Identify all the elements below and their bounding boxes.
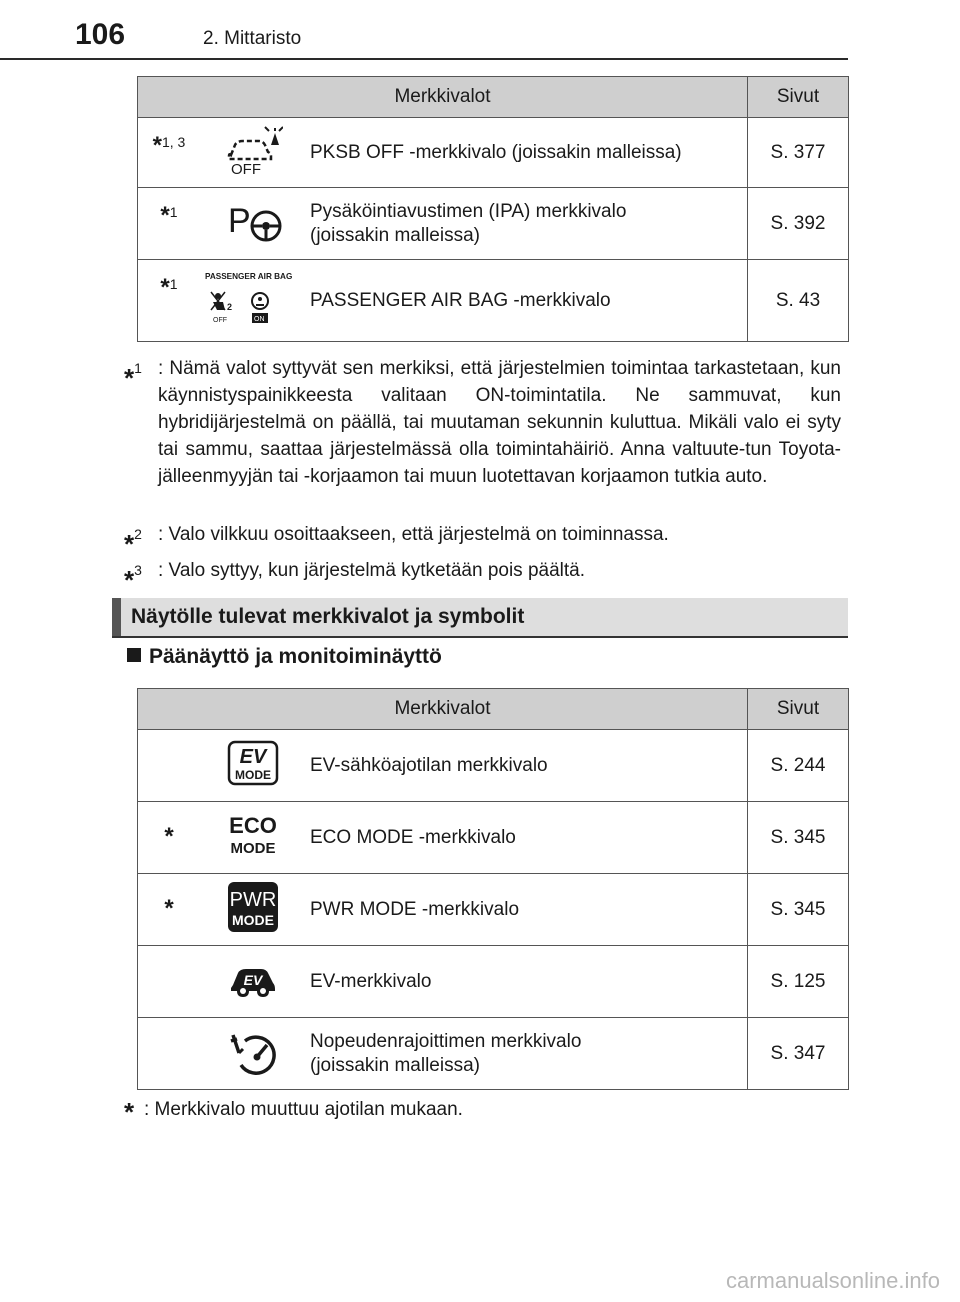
row-mark: *: [138, 802, 201, 874]
svg-text:P: P: [228, 201, 251, 240]
row-mark: *: [138, 874, 201, 946]
row-page-ref: S. 125: [748, 946, 849, 1018]
svg-text:2: 2: [227, 301, 233, 312]
footnote-text: : Nämä valot syttyvät sen merkiksi, että järjestelmien toimintaa tarkastetaan, kun käynnistyspainikkeesta valitaan ON-toimintatila. Ne sammuvat, kun hybridijärjestelmä on päällä, tai muutaman sekunnin kuluttua. Mikäli valo ei syty tai sammu, saattaa järjestelmässä olla toimintahäiriö. Anna valtuute-tun Toyota-jälleenmyyjän tai -korjaamon tai muun luotettavan korjaamon tutkia auto.: [158, 358, 841, 487]
footnote-text: : Valo syttyy, kun järjestelmä kytketään pois päältä.: [158, 560, 585, 581]
table-row: [138, 730, 849, 802]
row-mark: [138, 1018, 201, 1090]
table-row: [138, 802, 849, 874]
row-description: EV-sähköajotilan merkkivalo: [306, 730, 748, 802]
passenger-airbag-icon: [200, 260, 306, 342]
parking-assist-icon: [200, 188, 306, 260]
table-row: [138, 874, 849, 946]
table-footnote: [124, 1096, 841, 1127]
column-header-page: Sivut: [748, 689, 849, 730]
footnote-label: *$^3$: [124, 562, 142, 595]
svg-text:EV: EV: [243, 971, 263, 988]
column-header-indicators: Merkkivalot: [138, 77, 748, 118]
footnote-label: *$^2$: [124, 526, 142, 559]
section-title: 2. Mittaristo: [203, 28, 302, 49]
row-page-ref: S. 244: [748, 730, 849, 802]
watermark: carmanualsonline.info: [725, 1268, 940, 1293]
table-row: [138, 188, 849, 260]
indicator-table-1: [137, 76, 849, 342]
section-heading-bar: [112, 598, 848, 638]
row-description: PWR MODE -merkkivalo: [306, 874, 748, 946]
table-header-row: [138, 689, 849, 730]
section-bar-accent: [112, 598, 121, 636]
row-page-ref: S. 347: [748, 1018, 849, 1090]
row-description: Pysäköintiavustimen (IPA) merkkivalo (joissakin malleissa): [306, 188, 748, 260]
row-description: ECO MODE -merkkivalo: [306, 802, 748, 874]
column-header-indicators: Merkkivalot: [138, 689, 748, 730]
svg-text:ON: ON: [254, 315, 265, 323]
page-number: 106: [75, 18, 126, 51]
row-page-ref: S. 392: [748, 188, 849, 260]
row-page-ref: S. 345: [748, 802, 849, 874]
row-description: PASSENGER AIR BAG -merkkivalo: [306, 260, 748, 342]
row-page-ref: S. 43: [748, 260, 849, 342]
row-mark: *$^1$: [138, 260, 201, 342]
footnote-label: *$^1$: [124, 360, 142, 393]
ev-mode-icon: [200, 730, 306, 802]
header-rule: [0, 58, 848, 60]
svg-text:ECO: ECO: [229, 812, 277, 838]
subheading: Päänäyttö ja monitoiminäyttö: [127, 645, 442, 669]
column-header-page: Sivut: [748, 77, 849, 118]
svg-text:PWR: PWR: [229, 888, 277, 911]
svg-text:OFF: OFF: [213, 316, 227, 324]
row-description: PKSB OFF -merkkivalo (joissakin malleissa): [306, 118, 748, 188]
pksb-off-icon: [200, 118, 306, 188]
svg-text:EV: EV: [239, 745, 267, 768]
footnote-1: [124, 355, 841, 490]
table-header-row: [138, 77, 849, 118]
svg-text:MODE: MODE: [235, 767, 271, 782]
svg-text:OFF: OFF: [231, 160, 261, 175]
footnote-text: : Merkkivalo muuttuu ajotilan mukaan.: [144, 1099, 463, 1120]
pwr-mode-icon: [200, 874, 306, 946]
table-row: [138, 260, 849, 342]
table-row: [138, 1018, 849, 1090]
footnote-label: *: [124, 1097, 135, 1127]
section-heading: Näytölle tulevat merkkivalot ja symbolit: [131, 605, 525, 628]
row-description: EV-merkkivalo: [306, 946, 748, 1018]
footnote-3: [124, 557, 841, 595]
svg-text:MODE: MODE: [230, 839, 276, 857]
footnote-2: [124, 521, 841, 559]
svg-text:MODE: MODE: [232, 911, 274, 928]
row-mark: [138, 946, 201, 1018]
row-page-ref: S. 377: [748, 118, 849, 188]
page-header: [0, 0, 960, 60]
row-description: Nopeudenrajoittimen merkkivalo (joissakin malleissa): [306, 1018, 748, 1090]
ev-car-icon: [200, 946, 306, 1018]
footnote-text: : Valo vilkkuu osoittaakseen, että järjestelmä on toiminnassa.: [158, 524, 669, 545]
row-page-ref: S. 345: [748, 874, 849, 946]
row-mark: *$^1$: [138, 188, 201, 260]
speed-limiter-icon: [200, 1018, 306, 1090]
row-mark: *$^{1, 3}$: [138, 118, 201, 188]
table-row: [138, 946, 849, 1018]
eco-mode-icon: [200, 802, 306, 874]
indicator-table-2: [137, 688, 849, 1090]
table-row: [138, 118, 849, 188]
square-bullet-icon: [127, 648, 141, 662]
svg-text:PASSENGER AIR BAG: PASSENGER AIR BAG: [205, 271, 293, 281]
row-mark: [138, 730, 201, 802]
